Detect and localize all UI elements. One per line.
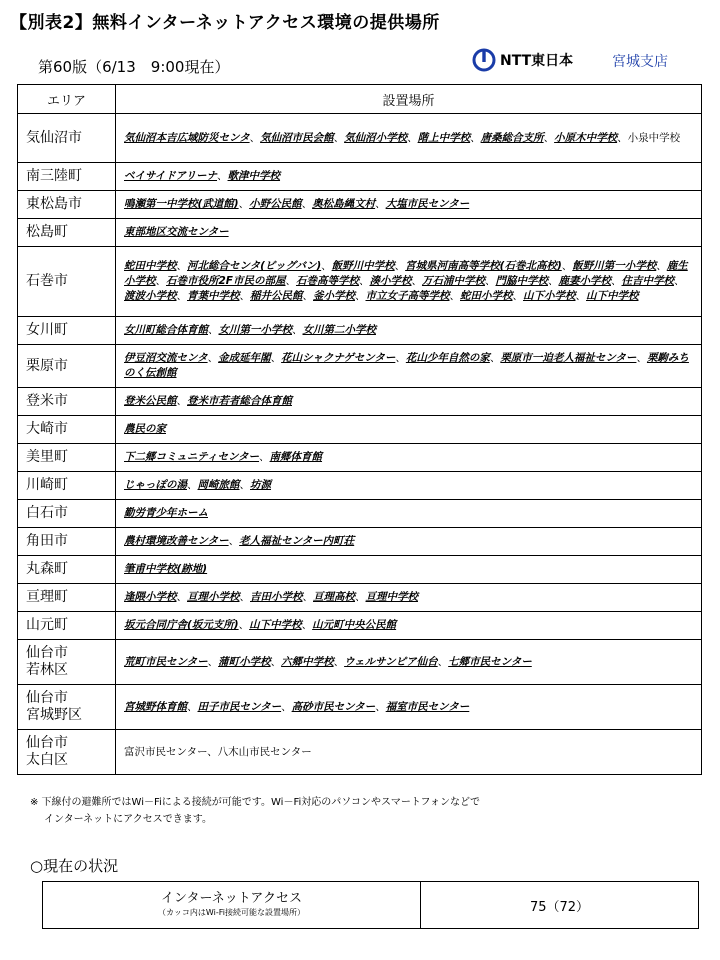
area-cell <box>18 556 116 584</box>
location-text: 、 <box>656 260 667 272</box>
area-cell <box>18 345 116 388</box>
location-text: 、小泉中学校 <box>617 131 681 144</box>
location-text: 、 <box>437 655 449 668</box>
location-text: 、 <box>270 352 282 364</box>
wifi-location: 宮城県河南高等学校(石巻北高校) <box>405 260 562 272</box>
wifi-location: 山下中学校 <box>586 290 639 302</box>
table-row <box>18 528 702 556</box>
wifi-location: 老人福祉センター内町荘 <box>239 535 355 547</box>
location-text: 、 <box>207 655 219 668</box>
location-text: 、 <box>208 324 219 336</box>
area-name: 仙台市 <box>26 645 68 661</box>
table-row <box>18 640 702 685</box>
wifi-location: 花山少年自然の家 <box>405 352 490 364</box>
wifi-location: 田子市民センター <box>197 700 282 713</box>
location-text: 富沢市民センター、八木山市民センター <box>124 745 312 758</box>
wifi-location: 鳴瀬第一中学校(武道館) <box>124 198 239 210</box>
location-text: 、 <box>217 170 228 182</box>
wifi-location: 女川町総合体育館 <box>124 324 208 336</box>
location-text: 、 <box>239 479 250 491</box>
location-text: 、 <box>512 290 523 302</box>
wifi-location: 筆甫中学校(跡地) <box>124 563 208 575</box>
location-text: 、 <box>285 275 296 287</box>
wifi-location: 農民の家 <box>124 423 166 435</box>
table-row <box>18 388 702 416</box>
area-name: 仙台市 <box>26 735 68 751</box>
places-cell <box>116 500 702 528</box>
wifi-location: 下二郷コミュニティセンター <box>124 451 260 463</box>
page-title: 【別表2】無料インターネットアクセス環境の提供場所 <box>10 13 440 33</box>
wifi-location: 東部地区交流センター <box>124 226 229 238</box>
area-cell <box>18 612 116 640</box>
location-text: 、 <box>207 352 219 364</box>
places-cell <box>116 191 702 219</box>
wifi-location: 宮城野体育館 <box>124 700 187 713</box>
wifi-location: 石巻市役所2F市民の部屋 <box>166 275 286 287</box>
location-text: 、 <box>484 275 496 287</box>
wifi-location: 小原木中学校 <box>554 131 618 144</box>
location-text: 、 <box>321 260 332 272</box>
status-title: ○現在の状況 <box>30 857 119 875</box>
location-text: 、 <box>238 619 250 631</box>
area-name: 亘理町 <box>26 589 68 605</box>
location-text: 、 <box>561 260 573 272</box>
area-name: 南三陸町 <box>26 168 82 184</box>
wifi-location: 青葉中学校 <box>187 290 240 302</box>
wifi-location: 女川第一小学校 <box>218 324 292 336</box>
area-name: 宮城野区 <box>26 707 82 723</box>
ntt-logo-icon <box>472 48 496 72</box>
places-cell <box>116 730 702 775</box>
wifi-location: 奥松島縄文村 <box>312 198 376 210</box>
wifi-location: 山下小学校 <box>523 290 576 302</box>
table-row <box>18 685 702 730</box>
area-cell <box>18 640 116 685</box>
area-name: 太白区 <box>26 752 68 768</box>
wifi-location: 歌津中学校 <box>227 170 281 182</box>
places-cell <box>116 114 702 163</box>
location-text: 、 <box>358 275 370 287</box>
wifi-location: 荒町市民センター <box>124 655 208 668</box>
footnote-line-1: ※ 下線付の避難所ではWi－Fiによる接続が可能です。Wi－Fi対応のパソコンやスマートフォンなどで <box>30 797 481 808</box>
table-row <box>18 416 702 444</box>
location-text: 、 <box>395 352 406 364</box>
wifi-location: 坊源 <box>250 479 271 491</box>
area-name: 川崎町 <box>26 477 68 493</box>
area-name: 仙台市 <box>26 690 68 706</box>
location-text: 、 <box>333 655 345 668</box>
wifi-location: 気仙沼市民会館 <box>260 131 334 144</box>
location-text: 、 <box>176 260 187 272</box>
wifi-location: 鹿妻小学校 <box>558 275 611 287</box>
places-cell <box>116 528 702 556</box>
area-name: 大崎市 <box>26 421 68 437</box>
footnote-line-2: インターネットにアクセスできます。 <box>44 814 212 825</box>
wifi-location: 高砂市民センター <box>291 700 376 713</box>
wifi-location: 栗原市一迫老人福祉センター <box>500 352 637 364</box>
area-name: 女川町 <box>26 322 68 338</box>
location-text: 、 <box>547 275 559 287</box>
location-text: 、 <box>673 275 685 287</box>
area-name: 気仙沼市 <box>26 129 82 146</box>
location-text: 、 <box>489 352 501 364</box>
wifi-location: 釜小学校 <box>313 290 355 302</box>
wifi-location: 南郷体育館 <box>269 451 323 463</box>
table-row <box>18 472 702 500</box>
wifi-location: 登米市若者総合体育館 <box>187 395 292 407</box>
location-text: 、 <box>543 131 555 144</box>
wifi-location: 門脇中学校 <box>495 275 548 287</box>
area-name: 登米市 <box>26 393 68 409</box>
area-cell <box>18 163 116 191</box>
location-text: 、 <box>355 591 366 603</box>
status-label: インターネットアクセス <box>160 891 303 906</box>
table-header-row <box>18 85 702 114</box>
location-text: 、 <box>228 535 240 547</box>
wifi-location: 万石浦中学校 <box>421 275 485 287</box>
location-text: 、 <box>176 290 187 302</box>
places-cell <box>116 444 702 472</box>
wifi-location: 農村環境改善センター <box>124 535 229 547</box>
area-cell <box>18 247 116 317</box>
places-cell <box>116 247 702 317</box>
location-text: 、 <box>176 591 187 603</box>
places-cell <box>116 163 702 191</box>
wifi-location: じゃっぽの湯 <box>124 479 187 491</box>
status-row <box>43 882 699 929</box>
status-table <box>42 881 699 929</box>
places-cell <box>116 612 702 640</box>
wifi-location: 坂元合同庁舎(坂元支所) <box>124 619 239 631</box>
location-text: 、 <box>302 591 313 603</box>
wifi-location: 市立女子高等学校 <box>365 290 450 302</box>
location-text: 、 <box>239 591 250 603</box>
table-row <box>18 730 702 775</box>
location-text: 、 <box>187 479 198 491</box>
table-row <box>18 584 702 612</box>
location-text: 、 <box>394 260 406 272</box>
wifi-location: 花山シャクナゲセンター <box>281 352 396 364</box>
wifi-location: 鹿生小学校 <box>124 260 688 287</box>
places-cell <box>116 556 702 584</box>
location-text: 、 <box>575 290 586 302</box>
area-cell <box>18 219 116 247</box>
table-row <box>18 114 702 163</box>
location-text: 、 <box>155 275 166 287</box>
location-text: 、 <box>176 395 187 407</box>
area-cell <box>18 472 116 500</box>
table-row <box>18 345 702 388</box>
location-text: 、 <box>270 655 282 668</box>
branch-name: 宮城支店 <box>612 54 668 70</box>
places-cell <box>116 219 702 247</box>
area-cell <box>18 388 116 416</box>
places-cell <box>116 345 702 388</box>
wifi-location: 山下中学校 <box>249 619 302 631</box>
footnote <box>30 794 700 828</box>
status-label-cell <box>43 882 421 929</box>
location-text: 、 <box>470 131 481 144</box>
wifi-location: 女川第二小学校 <box>302 324 376 336</box>
area-cell <box>18 500 116 528</box>
location-text: 、 <box>375 700 386 713</box>
places-cell <box>116 640 702 685</box>
area-cell <box>18 584 116 612</box>
area-cell <box>18 191 116 219</box>
wifi-location: 小野公民館 <box>249 198 302 210</box>
wifi-location: 気仙沼本吉広域防災センタ <box>124 131 250 144</box>
logo-text: NTT東日本 <box>500 53 574 69</box>
wifi-location: 石巻高等学校 <box>295 275 359 287</box>
location-text: 、 <box>411 275 422 287</box>
wifi-location: 吉田小学校 <box>250 591 303 603</box>
area-name: 山元町 <box>26 617 68 633</box>
places-cell <box>116 685 702 730</box>
area-name: 白石市 <box>26 505 68 521</box>
wifi-location: 登米公民館 <box>124 395 177 407</box>
table-row <box>18 444 702 472</box>
location-text: 、 <box>292 324 303 336</box>
wifi-location: 階上中学校 <box>417 131 471 144</box>
places-cell <box>116 388 702 416</box>
wifi-location: 福室市民センター <box>385 700 470 713</box>
table-row <box>18 191 702 219</box>
wifi-location: ベイサイドアリーナ <box>124 170 218 182</box>
area-name: 東松島市 <box>26 196 82 212</box>
area-name: 若林区 <box>26 662 68 678</box>
location-text: 、 <box>375 198 386 210</box>
area-cell <box>18 444 116 472</box>
location-text: 、 <box>610 275 622 287</box>
wifi-location: 湊小学校 <box>369 275 412 287</box>
location-text: 、 <box>259 451 270 463</box>
table-row <box>18 219 702 247</box>
wifi-location: 亘理高校 <box>313 591 355 603</box>
location-text: 、 <box>355 290 366 302</box>
wifi-location: 七郷市民センター <box>448 655 532 668</box>
wifi-location: 逢隈小学校 <box>124 591 177 603</box>
wifi-location: 蛇田小学校 <box>460 290 513 302</box>
status-value: 75（72） <box>421 882 699 929</box>
places-cell <box>116 584 702 612</box>
area-cell <box>18 528 116 556</box>
wifi-location: 栗駒みちのく伝創館 <box>124 352 689 379</box>
wifi-location: 亘理小学校 <box>187 591 240 603</box>
area-name: 石巻市 <box>26 273 68 289</box>
table-row <box>18 163 702 191</box>
wifi-location: ウェルサンピア仙台 <box>344 655 438 668</box>
wifi-location: 住吉中学校 <box>621 275 674 287</box>
area-name: 美里町 <box>26 449 68 465</box>
wifi-location: 稲井公民館 <box>250 290 303 302</box>
wifi-location: 飯野川中学校 <box>331 260 395 272</box>
wifi-location: 勤労青少年ホーム <box>124 507 208 519</box>
wifi-location: 六郷中学校 <box>281 655 334 668</box>
wifi-location: 山元町中央公民館 <box>312 619 397 631</box>
places-cell <box>116 472 702 500</box>
area-cell <box>18 317 116 345</box>
status-sub-label: （カッコ内はWi-Fi接続可能な設置場所） <box>157 908 305 917</box>
header-places: 設置場所 <box>116 85 702 114</box>
places-cell <box>116 317 702 345</box>
header-area: エリア <box>18 85 116 114</box>
area-cell <box>18 730 116 775</box>
table-row <box>18 612 702 640</box>
location-text: 、 <box>238 198 250 210</box>
location-text: 、 <box>449 290 460 302</box>
location-text: 、 <box>407 131 418 144</box>
wifi-location: 岡崎旅館 <box>197 479 240 491</box>
wifi-location: 河北総合センタ(ビッグバン) <box>187 260 322 272</box>
location-text: 、 <box>187 700 198 713</box>
location-table-body <box>18 114 702 775</box>
area-name: 角田市 <box>26 533 68 549</box>
table-row <box>18 500 702 528</box>
location-text: 、 <box>333 131 345 144</box>
table-row <box>18 317 702 345</box>
area-cell <box>18 114 116 163</box>
area-name: 栗原市 <box>26 357 68 374</box>
wifi-location: 大塩市民センター <box>385 198 470 210</box>
location-text: 、 <box>636 352 647 364</box>
places-cell <box>116 416 702 444</box>
location-table <box>17 84 702 775</box>
edition-label: 第60版（6/13 9:00現在） <box>38 58 230 76</box>
company-logo <box>472 48 573 72</box>
wifi-location: 蒲町小学校 <box>218 655 271 668</box>
wifi-location: 金成延年閣 <box>218 352 271 364</box>
area-name: 丸森町 <box>26 561 68 577</box>
location-text: 、 <box>249 131 261 144</box>
location-text: 、 <box>281 700 292 713</box>
location-text: 、 <box>302 290 313 302</box>
location-text: 、 <box>301 619 313 631</box>
wifi-location: 蛇田中学校 <box>124 260 177 272</box>
location-text: 、 <box>301 198 313 210</box>
wifi-location: 渡波小学校 <box>124 290 177 302</box>
wifi-location: 亘理中学校 <box>365 591 418 603</box>
wifi-location: 唐桑総合支所 <box>480 131 544 144</box>
wifi-location: 伊豆沼交流センタ <box>124 352 208 364</box>
area-name: 松島町 <box>26 224 68 240</box>
location-text: 、 <box>239 290 250 302</box>
table-row <box>18 247 702 317</box>
area-cell <box>18 685 116 730</box>
area-cell <box>18 416 116 444</box>
table-row <box>18 556 702 584</box>
wifi-location: 気仙沼小学校 <box>344 131 408 144</box>
wifi-location: 飯野川第一小学校 <box>572 260 657 272</box>
